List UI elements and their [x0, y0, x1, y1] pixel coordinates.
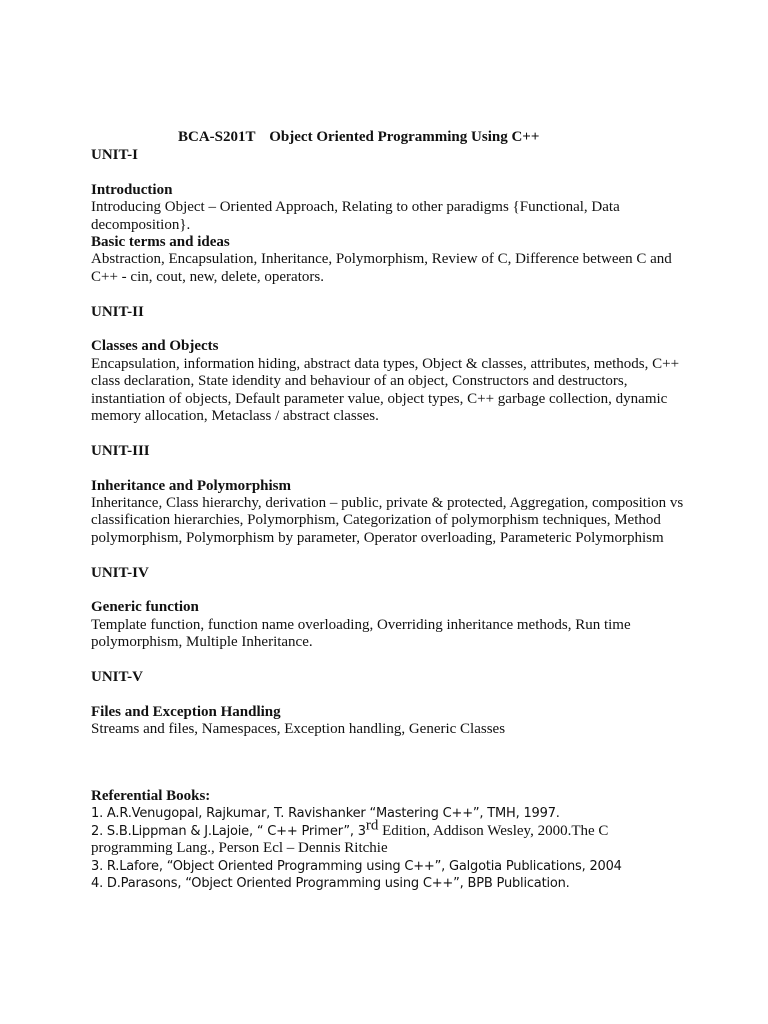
- references-list: [91, 805, 711, 892]
- unit-1-topic-2-heading: Basic terms and ideas: [91, 234, 230, 251]
- references-section: [91, 788, 711, 892]
- unit-5-label: UNIT-V: [91, 669, 143, 686]
- unit-4-section: [91, 565, 691, 652]
- unit-3-section: [91, 443, 691, 547]
- references-heading: Referential Books:: [91, 788, 211, 804]
- reference-item-2: [91, 817, 711, 840]
- unit-1-section: [91, 147, 691, 286]
- unit-1-topic-1-heading: Introduction: [91, 181, 173, 198]
- unit-4-topic-1-text: Template function, function name overloading, Overriding inheritance methods, Run time polymorphism, Multiple Inheritance.: [91, 616, 631, 651]
- unit-4-label: UNIT-IV: [91, 564, 149, 581]
- unit-5-topic-1-heading: Files and Exception Handling: [91, 703, 281, 720]
- unit-3-label: UNIT-III: [91, 442, 150, 459]
- unit-1-topic-1-text: Introducing Object – Oriented Approach, Relating to other paradigms {Functional, Data decomposition}.: [91, 199, 620, 233]
- syllabus-content: [91, 147, 691, 756]
- course-code: BCA-S201T: [178, 129, 256, 145]
- unit-5-topic-1-text: Streams and files, Namespaces, Exception handling, Generic Classes: [91, 721, 506, 738]
- reference-item-2-sup: rd: [365, 817, 379, 834]
- unit-1-label: UNIT-I: [91, 147, 138, 163]
- reference-item-2-before: 2. S.B.Lippman & J.Lajoie, “ C++ Primer”, 3: [91, 823, 366, 839]
- unit-4-topic-1-heading: Generic function: [91, 599, 199, 616]
- unit-2-topic-1-text: Encapsulation, information hiding, abstract data types, Object & classes, attributes, methods, C++ class declaration, State idendity and behaviour of an object, Constructors and destructors, instantiation of objects, Default parameter value, object types, C++ garbage collection, dynamic memory allocation, Metaclass / abstract classes.: [91, 355, 680, 425]
- reference-item-1: 1. A.R.Venugopal, Rajkumar, T. Ravishanker “Mastering C++”, TMH, 1997.: [91, 806, 560, 822]
- reference-item-2-line-2: programming Lang., Person Ecl – Dennis Ritchie: [91, 840, 388, 857]
- reference-item-2-after: Edition, Addison Wesley, 2000.The C: [378, 822, 609, 839]
- unit-2-topic-1-heading: Classes and Objects: [91, 338, 219, 355]
- unit-3-topic-1-heading: Inheritance and Polymorphism: [91, 477, 292, 494]
- unit-2-label: UNIT-II: [91, 303, 144, 320]
- unit-3-topic-1-text: Inheritance, Class hierarchy, derivation – public, private & protected, Aggregation, composition vs classification hierarchies, Polymorphism, Categorization of polymorphism techniques, Method polymorphism, Polymorphism by parameter, Operator overloading, Parameteric Polymorphism: [91, 495, 684, 546]
- unit-5-section: [91, 669, 691, 739]
- reference-item-4: 4. D.Parasons, “Object Oriented Programming using C++”, BPB Publication.: [91, 876, 570, 892]
- reference-item-3: 3. R.Lafore, “Object Oriented Programming using C++”, Galgotia Publications, 2004: [91, 858, 622, 874]
- course-title: [178, 128, 539, 146]
- unit-1-topic-2-text: Abstraction, Encapsulation, Inheritance, Polymorphism, Review of C, Difference between C and C++ - cin, cout, new, delete, operators.: [91, 251, 672, 285]
- course-name: Object Oriented Programming Using C++: [269, 129, 540, 145]
- unit-2-section: [91, 304, 691, 426]
